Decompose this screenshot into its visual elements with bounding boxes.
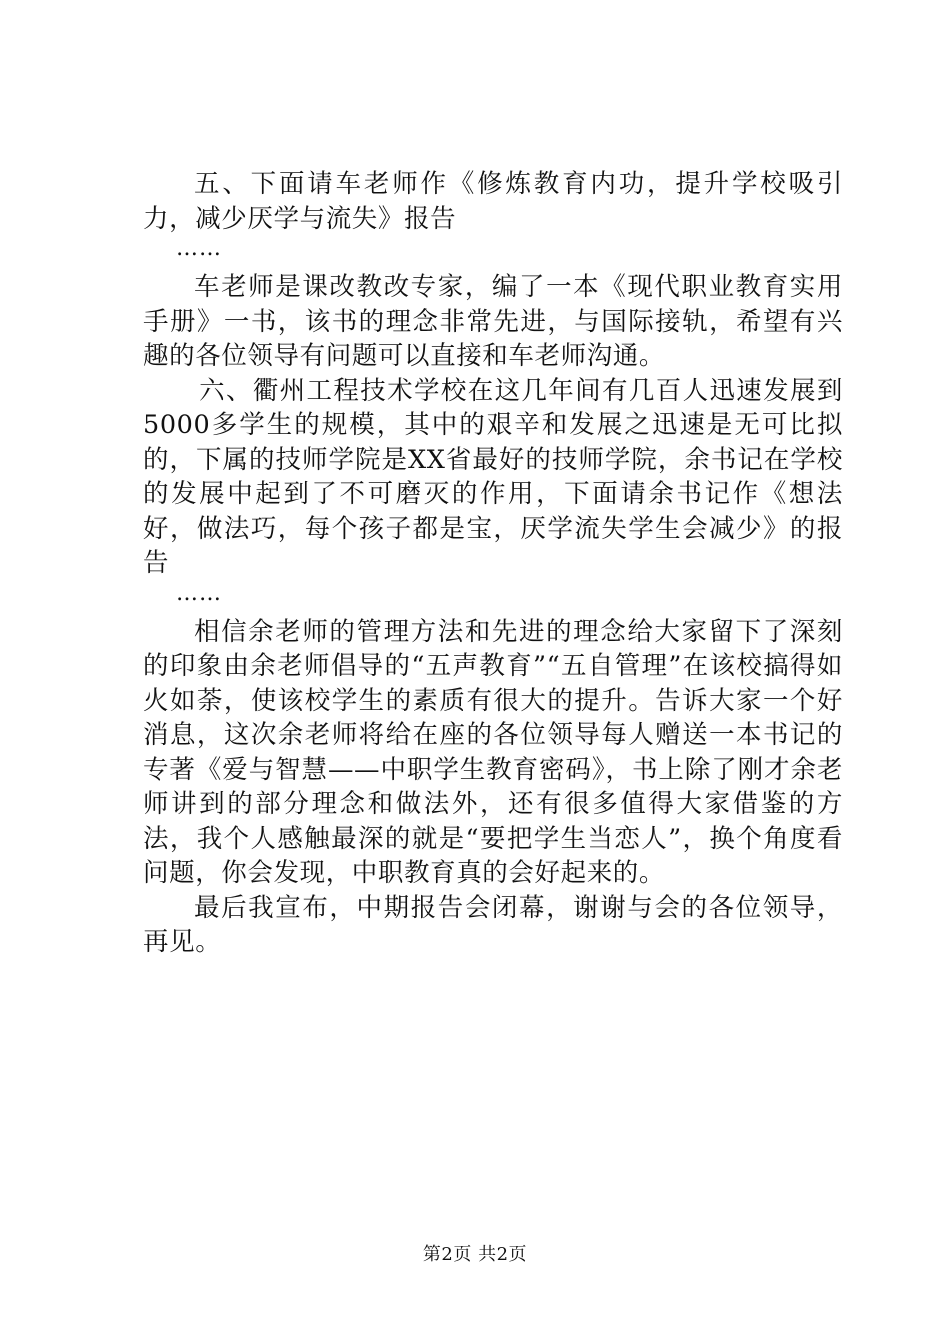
paragraph-item-six: 六、衢州工程技术学校在这几年间有几百人迅速发展到5000多学生的规模，其中的艰辛和发展之迅速是无可比拟的，下属的技师学院是XX省最好的技师学院，余书记在学校的发展中起到了不可磨灭的作用，下面请余书记作《想法好，做法巧，每个孩子都是宝，厌学流失学生会减少》的报告: [143, 375, 843, 578]
paragraph-item-five: 五、下面请车老师作《修炼教育内功，提升学校吸引力，减少厌学与流失》报告: [143, 169, 843, 234]
paragraph-teacher-yu-comment: 相信余老师的管理方法和先进的理念给大家留下了深刻的印象由余老师倡导的“五声教育”“五自管理”在该校搞得如火如荼，使该校学生的素质有很大的提升。告诉大家一个好消息，这次余老师将给在座的各位领导每人赠送一本书记的专著《爱与智慧——中职学生教育密码》，书上除了刚才余老师讲到的部分理念和做法外，还有很多值得大家借鉴的方法，我个人感触最深的就是“要把学生当恋人”，换个角度看问题，你会发现，中职教育真的会好起来的。: [143, 616, 843, 888]
spacer: [143, 607, 843, 615]
spacer: [143, 262, 843, 270]
page-footer: 第2页 共2页: [422, 1244, 528, 1265]
paragraph-teacher-che-intro: 车老师是课改教改专家，编了一本《现代职业教育实用手册》一书，该书的理念非常先进，与国际接轨，希望有兴趣的各位领导有问题可以直接和车老师沟通。: [143, 272, 843, 371]
document-body: [143, 167, 843, 960]
ellipsis-marker: ……: [176, 236, 222, 261]
ellipsis-marker: ……: [176, 580, 222, 606]
paragraph-closing: 最后我宣布，中期报告会闭幕，谢谢与会的各位领导，再见。: [143, 892, 843, 957]
